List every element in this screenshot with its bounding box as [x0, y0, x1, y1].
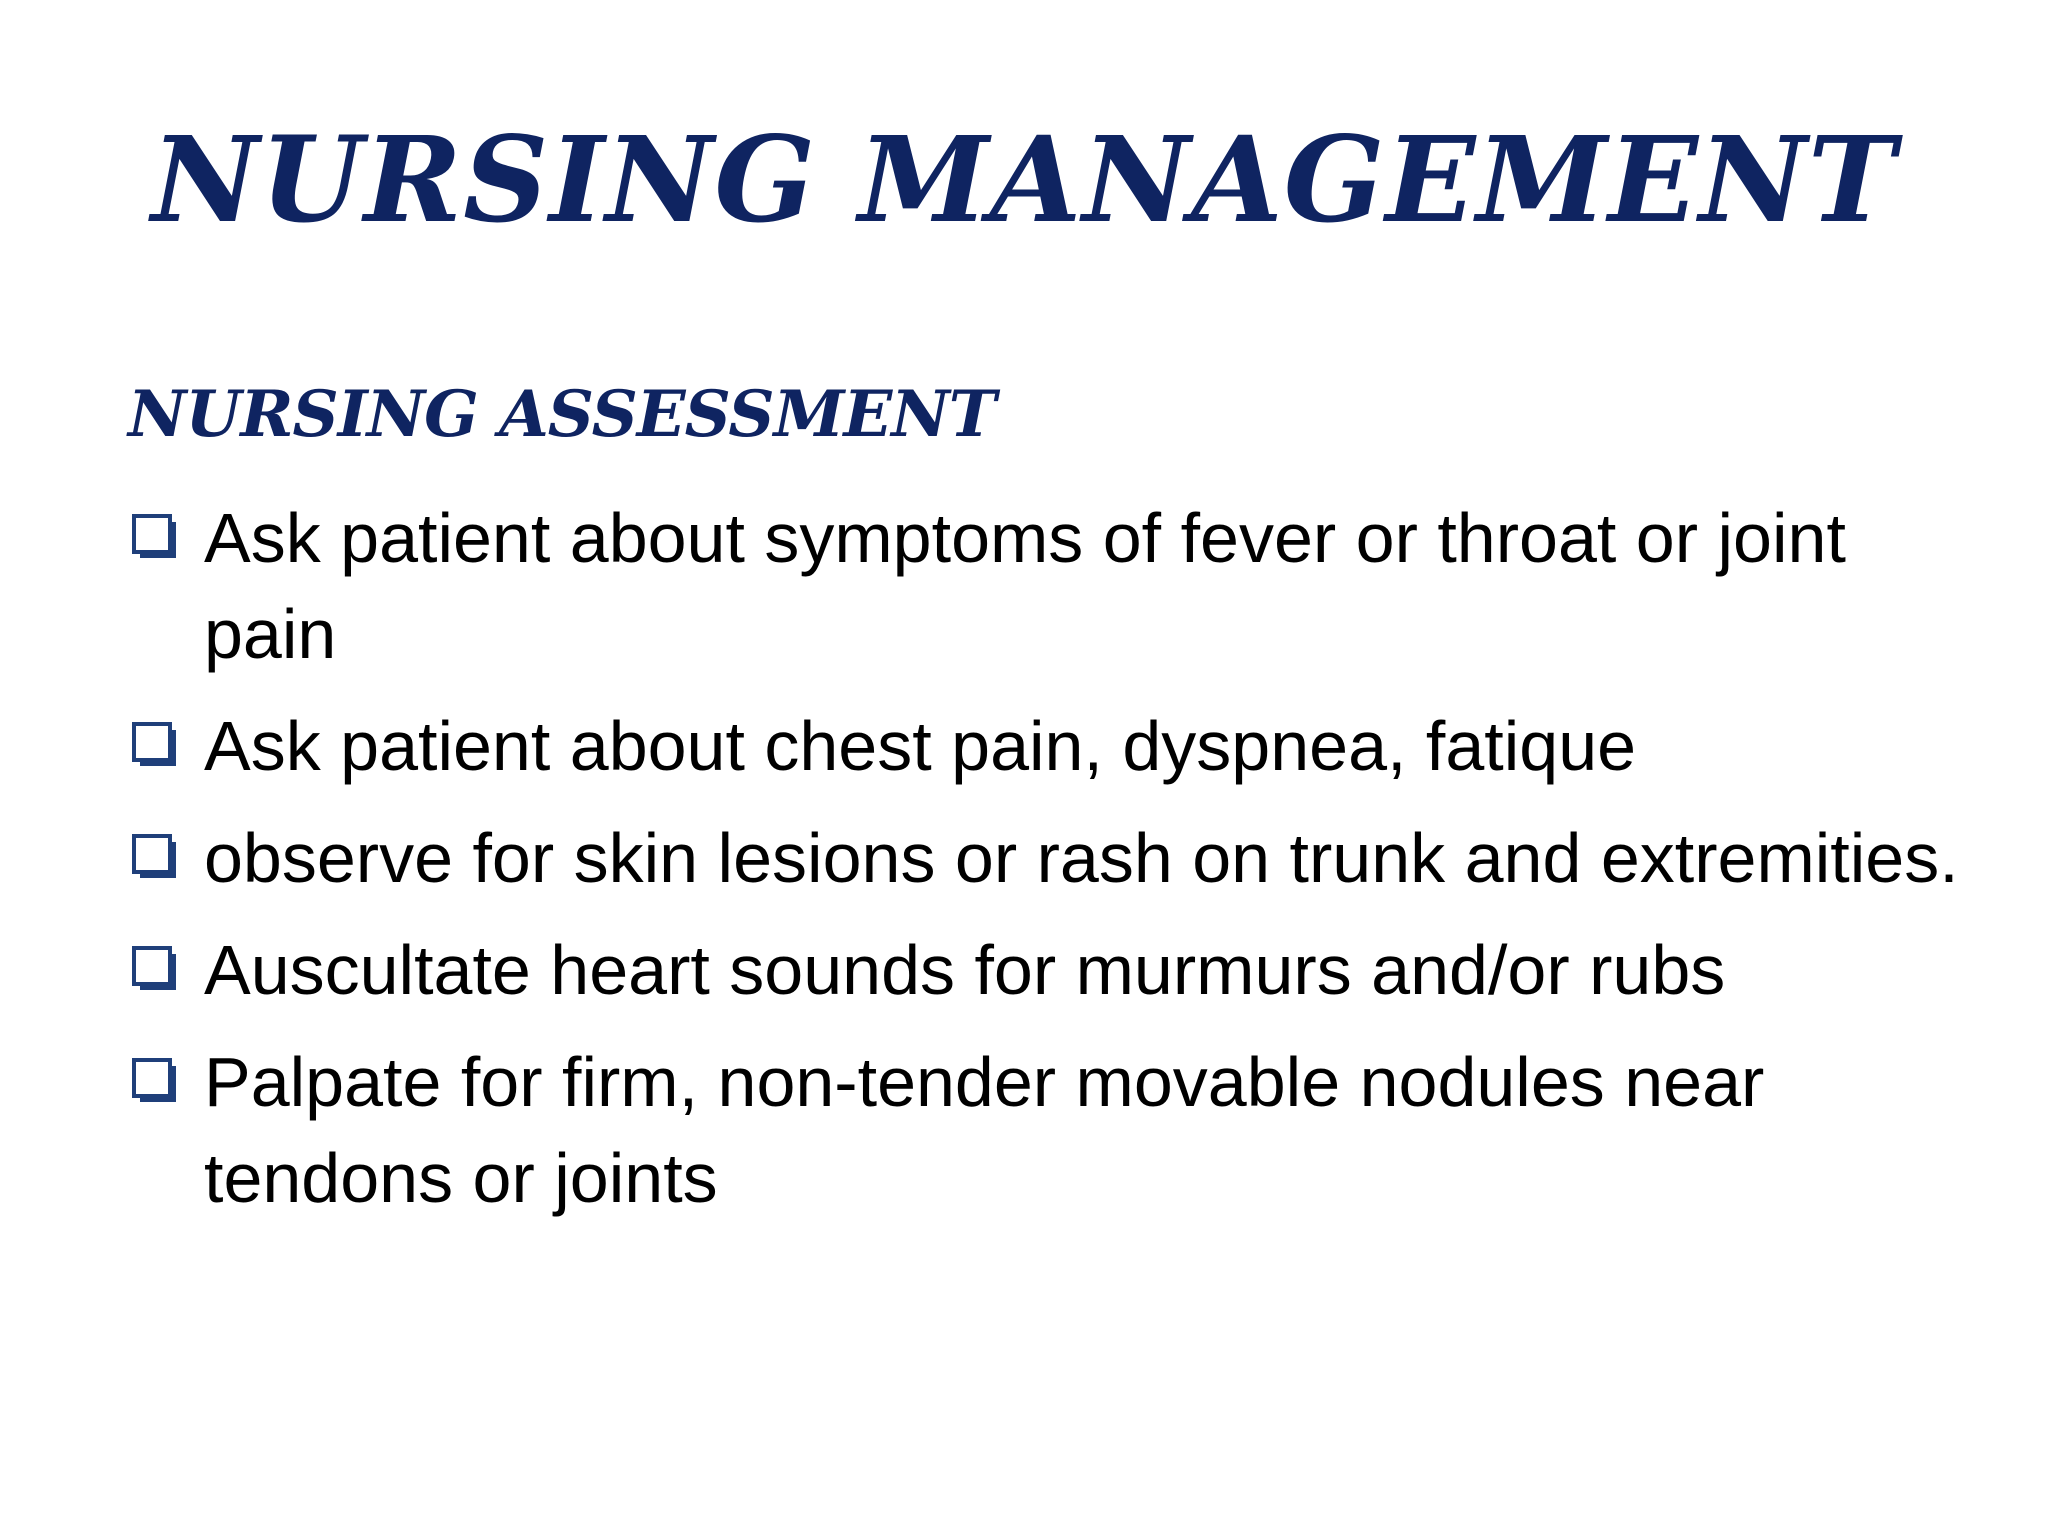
- bullet-text: observe for skin lesions or rash on trunk and extremities.: [204, 819, 1959, 897]
- checkbox-square-icon: [132, 722, 178, 768]
- checkbox-square-icon: [132, 834, 178, 880]
- checkbox-square-icon: [132, 514, 178, 560]
- list-item: [130, 922, 1990, 1018]
- bullet-text: Ask patient about chest pain, dyspnea, fatique: [204, 707, 1637, 785]
- bullet-text: Ask patient about symptoms of fever or throat or joint pain: [204, 499, 1846, 673]
- list-item: [130, 810, 1990, 906]
- slide-title: NURSING MANAGEMENT: [151, 110, 1897, 249]
- list-item: [130, 698, 1990, 794]
- checkbox-square-icon: [132, 946, 178, 992]
- bullet-text: Palpate for firm, non-tender movable nodules near tendons or joints: [204, 1043, 1765, 1217]
- list-item: [130, 1034, 1990, 1226]
- section-heading: NURSING ASSESSMENT: [128, 377, 996, 452]
- list-item: [130, 490, 1990, 682]
- checkbox-square-icon: [132, 1058, 178, 1104]
- bullet-text: Auscultate heart sounds for murmurs and/or rubs: [204, 931, 1726, 1009]
- assessment-bullet-list: [130, 490, 1990, 1242]
